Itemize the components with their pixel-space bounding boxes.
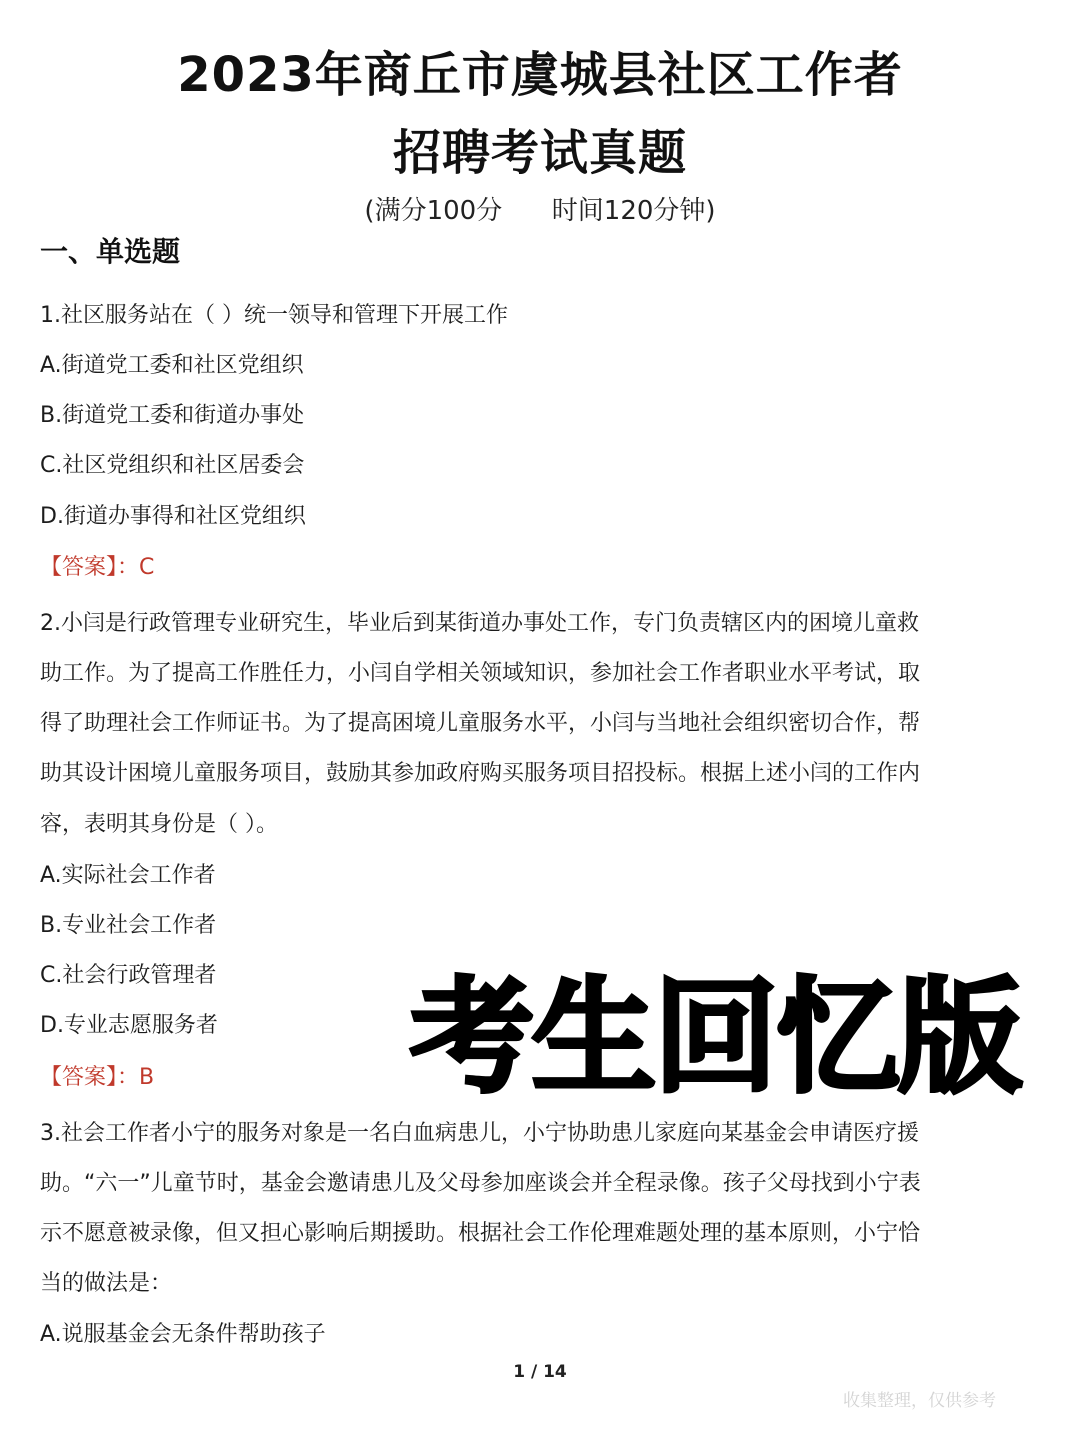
- question-1-option-d: D.街道办事得和社区党组织: [40, 504, 306, 529]
- question-3-stem-line: 示不愿意被录像，但又担心影响后期援助。根据社会工作伦理难题处理的基本原则，小宁恰: [40, 1221, 921, 1246]
- question-1-stem: 1.社区服务站在（ ）统一领导和管理下开展工作: [40, 303, 508, 328]
- question-2-option-a: A.实际社会工作者: [40, 863, 216, 888]
- question-1-option-b: B.街道党工委和街道办事处: [40, 403, 305, 428]
- question-3-stem-line: 助。“六一”儿童节时，基金会邀请患儿及父母参加座谈会并全程录像。孩子父母找到小宁表: [40, 1171, 921, 1196]
- question-1-option-a: A.街道党工委和社区党组织: [40, 353, 304, 378]
- question-3-stem-line: 3.社会工作者小宁的服务对象是一名白血病患儿，小宁协助患儿家庭向某基金会申请医疗援: [40, 1121, 919, 1146]
- footer-note: 收集整理，仅供参考: [843, 1391, 996, 1411]
- question-2-option-d: D.专业志愿服务者: [40, 1013, 218, 1038]
- question-3-option-a: A.说服基金会无条件帮助孩子: [40, 1322, 326, 1347]
- question-2-stem-line: 2.小闫是行政管理专业研究生，毕业后到某街道办事处工作，专门负责辖区内的困境儿童救: [40, 611, 919, 636]
- question-2-stem-line: 助工作。为了提高工作胜任力，小闫自学相关领域知识，参加社会工作者职业水平考试，取: [40, 661, 921, 686]
- doc-title-line1: 2023年商丘市虞城县社区工作者: [177, 47, 903, 103]
- question-1-option-c: C.社区党组织和社区居委会: [40, 453, 305, 478]
- question-2-option-c: C.社会行政管理者: [40, 963, 217, 988]
- question-3-stem-line: 当的做法是：: [40, 1271, 173, 1296]
- section-heading: 一、单选题: [40, 235, 181, 268]
- question-2-option-b: B.专业社会工作者: [40, 913, 217, 938]
- page-number: 1 / 14: [513, 1362, 567, 1382]
- doc-title-line2: 招聘考试真题: [392, 125, 687, 181]
- question-2-answer: 【答案】：B: [40, 1065, 155, 1090]
- doc-subtitle: (满分100分 时间120分钟): [364, 196, 716, 226]
- question-2-stem-line: 容，表明其身份是（ ）。: [40, 812, 278, 837]
- question-2-stem-line: 助其设计困境儿童服务项目，鼓励其参加政府购买服务项目招投标。根据上述小闫的工作内: [40, 761, 921, 786]
- question-1-answer: 【答案】：C: [40, 555, 155, 580]
- recall-edition-stamp: 考生回忆版: [410, 966, 1021, 1110]
- question-2-stem-line: 得了助理社会工作师证书。为了提高困境儿童服务水平，小闫与当地社会组织密切合作，帮: [40, 711, 921, 736]
